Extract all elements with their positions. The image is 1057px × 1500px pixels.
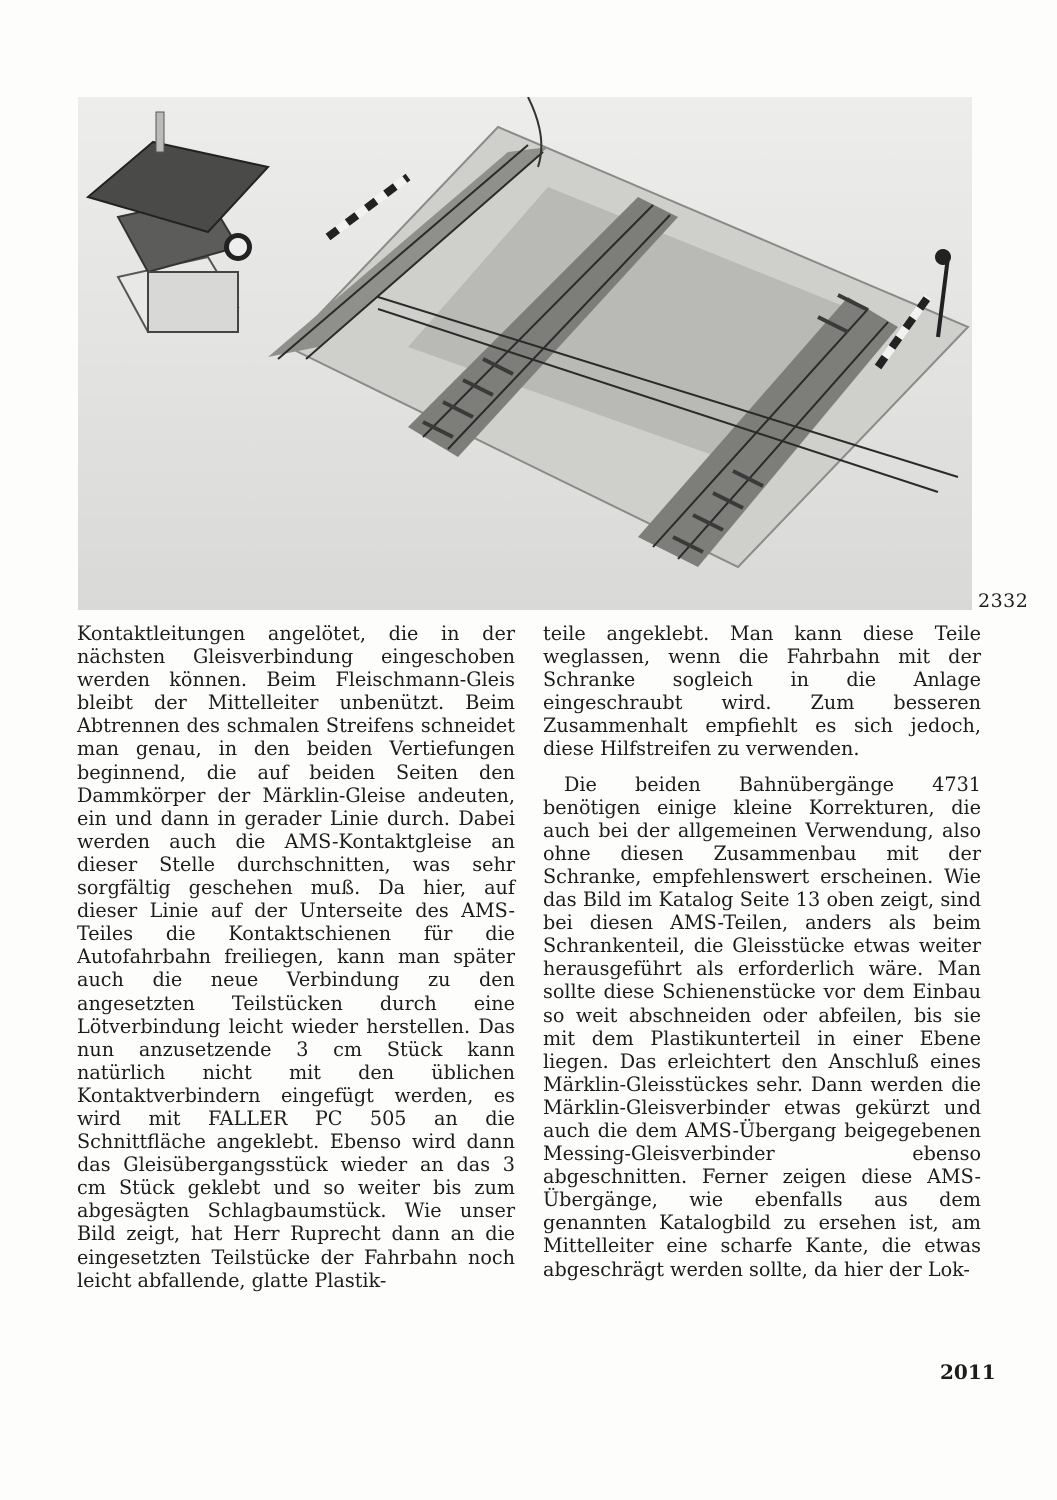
paragraph: teile angeklebt. Man kann diese Teile weglassen, wenn die Fahrbahn mit der Schranke sogleich in die Anlage eingeschraubt wird. Zum besseren Zusammenhalt empfiehlt es sich jedoch, diese Hilfstreifen zu verwenden. [543, 622, 981, 761]
figure-number: 2332 [978, 590, 1029, 612]
paragraph: Die beiden Bahnübergänge 4731 benötigen einige kleine Korrekturen, die auch bei der allgemeinen Verwendung, also ohne diesen Zusammenbau mit der Schranke, empfehlenswert erscheinen. Wie das Bild im Katalog Seite 13 oben zeigt, sind bei diesen AMS-Teilen, anders als beim Schrankenteil, die Gleisstücke etwas weiter herausgeführt als erforderlich wäre. Man sollte diese Schienenstücke vor dem Einbau so weit abschneiden oder abfeilen, bis sie mit dem Plastikunterteil in einer Ebene liegen. Das erleichtert den Anschluß eines Märklin-Gleisstückes sehr. Dann werden die Märklin-Gleisverbinder etwas gekürzt und auch die dem AMS-Übergang beigegebenen Messing-Gleisverbinder ebenso abgeschnitten. Ferner zeigen diese AMS-Übergänge, wie ebenfalls aus dem genannten Katalogbild zu ersehen ist, am Mittelleiter eine scharfe Kante, die etwas abgeschrägt werden sollte, da hier der Lok- [543, 772, 981, 1281]
railway-crossing-photo [78, 97, 972, 610]
railway-crossing-photo-icon [78, 97, 972, 610]
page-number: 2011 [940, 1360, 996, 1384]
left-text-column [77, 622, 515, 1292]
right-text-column [543, 622, 981, 1281]
paragraph: Kontaktleitungen angelötet, die in der nächsten Gleisverbindung eingeschoben werden können. Beim Fleischmann-Gleis bleibt der Mittelleiter unbenützt. Beim Abtrennen des schmalen Streifens schneidet man genau, in den beiden Vertiefungen beginnend, die auf beiden Seiten den Dammkörper der Märklin-Gleise andeuten, ein und dann in gerader Linie durch. Dabei werden auch die AMS-Kontaktgleise an dieser Stelle durchschnitten, was sehr sorgfältig geschehen muß. Da hier, auf dieser Linie auf der Unterseite des AMS-Teiles die Kontaktschienen für die Autofahrbahn freiliegen, kann man später auch die neue Verbindung zu den angesetzten Teilstücken durch eine Lötverbindung leicht wieder herstellen. Das nun anzusetzende 3 cm Stück kann natürlich nicht mit den üblichen Kontaktverbindern eingefügt werden, es wird mit FALLER PC 505 an die Schnittfläche angeklebt. Ebenso wird dann das Gleisübergangsstück wieder an das 3 cm Stück geklebt und so weiter bis zum abgesägten Schlagbaumstück. Wie unser Bild zeigt, hat Herr Ruprecht dann an die eingesetzten Teilstücke der Fahrbahn noch leicht abfallende, glatte Plastik- [77, 622, 515, 1292]
